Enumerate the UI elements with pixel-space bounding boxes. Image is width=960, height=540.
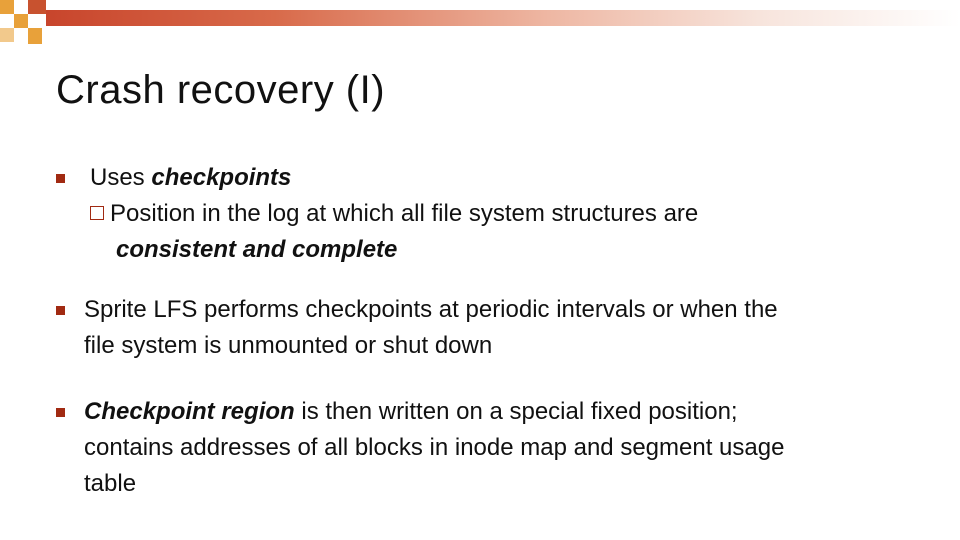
bullet-text-line: contains addresses of all blocks in inode map and segment usage — [84, 434, 785, 461]
bullet-item — [56, 160, 936, 268]
bullet-text — [84, 292, 936, 364]
hollow-square-icon — [90, 206, 104, 220]
square-bullet-icon — [56, 408, 65, 417]
bullet-text — [84, 394, 936, 502]
slide-body — [56, 160, 936, 502]
bullet-item — [56, 394, 936, 502]
bullet-text — [90, 160, 936, 196]
square-bullet-icon — [56, 174, 65, 183]
corner-square — [0, 28, 14, 42]
corner-square — [0, 0, 14, 14]
bullet-text-line: table — [84, 470, 137, 497]
bullet-text-plain: is then written on a special fixed position; — [294, 398, 738, 425]
corner-square — [0, 14, 14, 28]
corner-square — [28, 28, 42, 44]
corner-square — [14, 28, 28, 42]
sub-bullet-emphasis: consistent and complete — [116, 236, 398, 263]
corner-square — [14, 14, 28, 28]
sub-bullet-text: Position in the log at which all file system structures are — [110, 200, 699, 227]
header-gradient-bar — [46, 10, 960, 26]
bullet-text-emphasis: checkpoints — [151, 164, 292, 191]
bullet-text-plain: Uses — [90, 164, 152, 191]
sub-bullet-item — [90, 196, 936, 268]
corner-square — [28, 14, 42, 28]
bullet-item — [56, 292, 936, 364]
bullet-text-line: file system is unmounted or shut down — [84, 332, 493, 359]
bullet-text-line: Sprite LFS performs checkpoints at periodic intervals or when the — [84, 296, 778, 323]
bullet-text-emphasis: Checkpoint region — [84, 398, 295, 425]
corner-square — [14, 0, 28, 14]
slide-title: Crash recovery (I) — [56, 68, 386, 112]
square-bullet-icon — [56, 306, 65, 315]
corner-square — [28, 0, 46, 14]
